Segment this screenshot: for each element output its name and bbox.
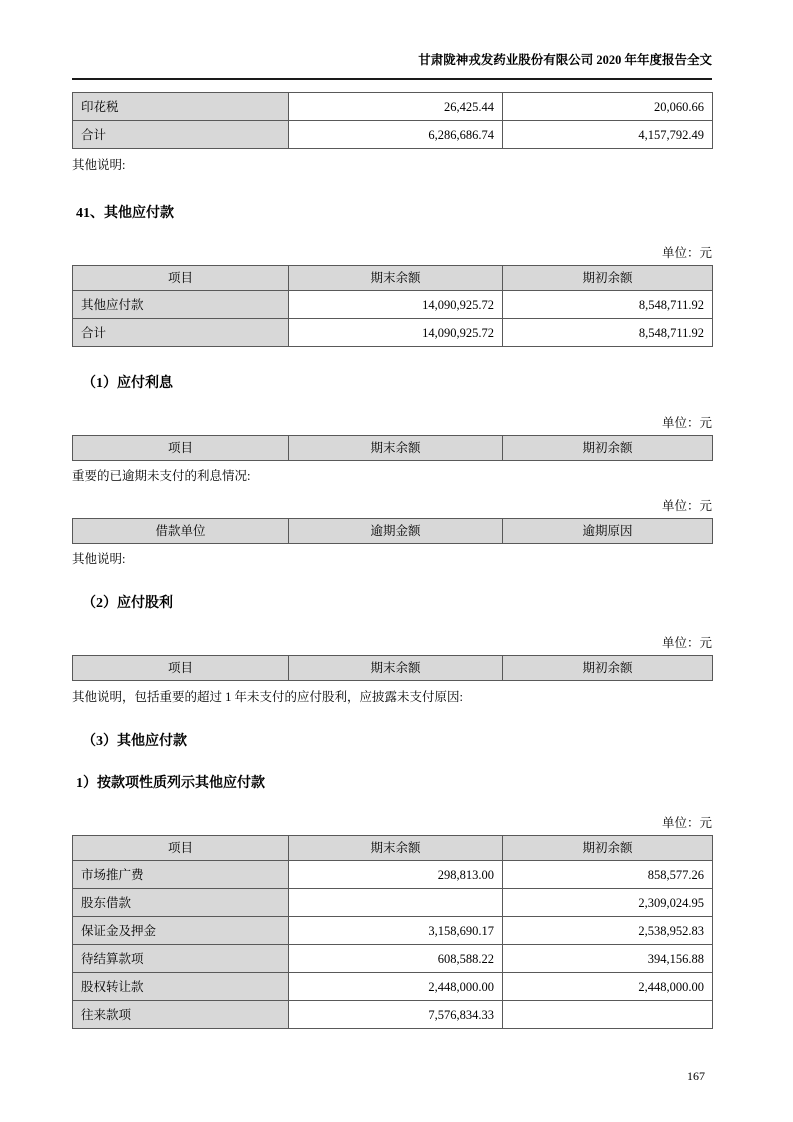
opening-balance-cell: 2,448,000.00 (503, 973, 713, 1001)
opening-balance-cell: 858,577.26 (503, 861, 713, 889)
table-header-row (73, 656, 713, 681)
header-overdue-reason: 逾期原因 (503, 519, 713, 544)
header-opening-balance: 期初余额 (503, 656, 713, 681)
header-item: 项目 (73, 266, 289, 291)
table-header-row (73, 519, 713, 544)
table-header-row (73, 266, 713, 291)
header-item: 项目 (73, 656, 289, 681)
opening-balance-cell: 2,309,024.95 (503, 889, 713, 917)
header-borrower: 借款单位 (73, 519, 289, 544)
other-note: 其他说明: (72, 552, 126, 566)
overdue-interest-note: 重要的已逾期未支付的利息情况: (72, 469, 251, 483)
table-header-row (73, 836, 713, 861)
header-overdue-amount: 逾期金额 (289, 519, 503, 544)
table-row (73, 93, 713, 121)
page-header (72, 52, 712, 80)
page-number: 167 (687, 1069, 705, 1083)
closing-balance-cell: 14,090,925.72 (289, 319, 503, 347)
table-row (73, 917, 713, 945)
closing-balance-cell: 298,813.00 (289, 861, 503, 889)
item-cell: 待结算款项 (73, 945, 289, 973)
item-cell: 合计 (73, 121, 289, 149)
header-opening-balance: 期初余额 (503, 266, 713, 291)
opening-balance-cell: 20,060.66 (503, 93, 713, 121)
section-heading-41: 41、其他应付款 (76, 206, 174, 221)
unit-label: 单位：元 (661, 816, 712, 830)
unit-label: 单位：元 (661, 499, 712, 513)
opening-balance-cell: 2,538,952.83 (503, 917, 713, 945)
unit-label: 单位：元 (661, 246, 712, 260)
report-title: 甘肃陇神戎发药业股份有限公司 2020 年年度报告全文 (418, 53, 712, 67)
closing-balance-cell: 14,090,925.72 (289, 291, 503, 319)
header-closing-balance: 期末余额 (289, 436, 503, 461)
other-note: 其他说明: (72, 158, 126, 172)
opening-balance-cell: 8,548,711.92 (503, 291, 713, 319)
unit-label: 单位：元 (661, 416, 712, 430)
table-row (73, 945, 713, 973)
section-heading-dividends-payable: （2）应付股利 (82, 596, 173, 611)
header-opening-balance: 期初余额 (503, 436, 713, 461)
opening-balance-cell: 394,156.88 (503, 945, 713, 973)
interest-payable-table (72, 435, 713, 461)
opening-balance-cell (503, 1001, 713, 1029)
stamp-tax-table (72, 92, 713, 149)
section-heading-interest-payable: （1）应付利息 (82, 376, 173, 391)
unit-label: 单位：元 (661, 636, 712, 650)
overdue-interest-table (72, 518, 713, 544)
section-heading-other-payables: （3）其他应付款 (82, 734, 187, 749)
closing-balance-cell: 7,576,834.33 (289, 1001, 503, 1029)
header-closing-balance: 期末余额 (289, 266, 503, 291)
item-cell: 合计 (73, 319, 289, 347)
closing-balance-cell (289, 889, 503, 917)
opening-balance-cell: 4,157,792.49 (503, 121, 713, 149)
header-closing-balance: 期末余额 (289, 656, 503, 681)
item-cell: 市场推广费 (73, 861, 289, 889)
item-cell: 往来款项 (73, 1001, 289, 1029)
item-cell: 股权转让款 (73, 973, 289, 1001)
closing-balance-cell: 2,448,000.00 (289, 973, 503, 1001)
item-cell: 其他应付款 (73, 291, 289, 319)
dividends-note: 其他说明，包括重要的超过 1 年未支付的应付股利，应披露未支付原因: (72, 690, 463, 704)
header-closing-balance: 期末余额 (289, 836, 503, 861)
table-header-row (73, 436, 713, 461)
table-row (73, 1001, 713, 1029)
table-row (73, 291, 713, 319)
closing-balance-cell: 3,158,690.17 (289, 917, 503, 945)
item-cell: 股东借款 (73, 889, 289, 917)
header-item: 项目 (73, 836, 289, 861)
table-row (73, 973, 713, 1001)
subsection-heading-by-nature: 1）按款项性质列示其他应付款 (76, 776, 265, 791)
other-payables-by-nature-table (72, 835, 713, 1029)
table-row (73, 319, 713, 347)
dividends-payable-table (72, 655, 713, 681)
table-row (73, 889, 713, 917)
table-row (73, 121, 713, 149)
item-cell: 保证金及押金 (73, 917, 289, 945)
other-payables-summary-table (72, 265, 713, 347)
closing-balance-cell: 26,425.44 (289, 93, 503, 121)
header-opening-balance: 期初余额 (503, 836, 713, 861)
item-cell: 印花税 (73, 93, 289, 121)
closing-balance-cell: 608,588.22 (289, 945, 503, 973)
closing-balance-cell: 6,286,686.74 (289, 121, 503, 149)
table-row (73, 861, 713, 889)
opening-balance-cell: 8,548,711.92 (503, 319, 713, 347)
header-item: 项目 (73, 436, 289, 461)
